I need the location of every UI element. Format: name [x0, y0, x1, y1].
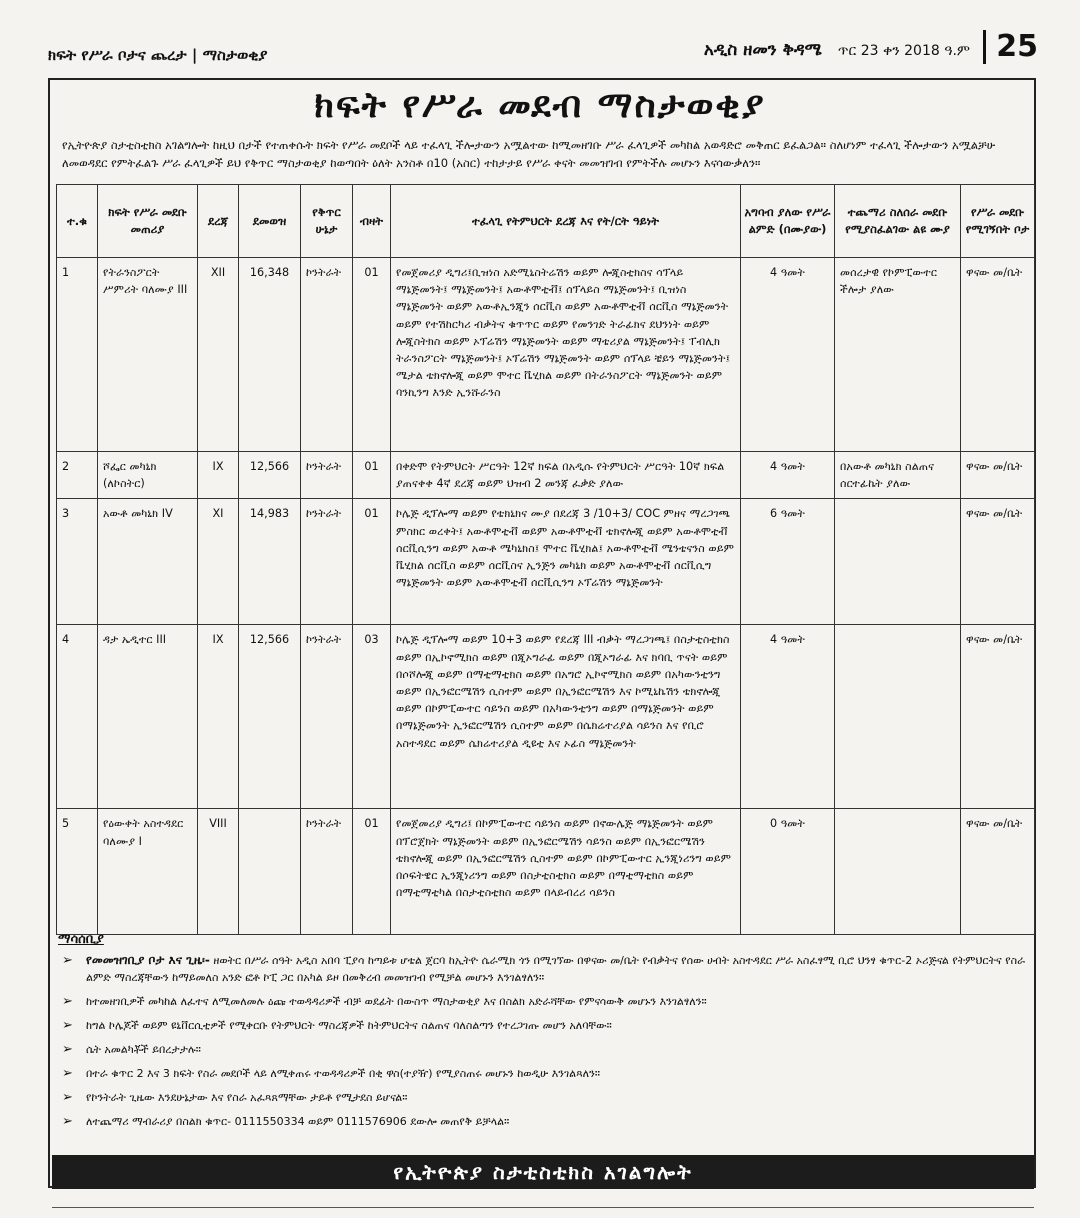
notes-title: ማሳሰቢያ — [58, 932, 104, 947]
header-employment: የቅጥር ሁኔታ — [301, 185, 353, 258]
row-education: ኮሌጅ ዲፕሎማ ወይም 10+3 ወይም የደረጃ III ብቃት ማረጋገጫ፤ በስታቲስቲክስ ወይም በኢኮኖሚክስ ወይም በጂኦግራፊ ወይም በጂኦግራፊ እና ክባቢ ጥናት ወይም በሶሾሎጂ ወይም በማቲማቲክስ ወይም በአግሮ ኢኮኖሚክስ ወይም በአካውንቲንግ ወይም በኢንፎርሜሽን ሲስተም ወይም በኢንፎርሜሽን እና ኮሚኒኬሽን ቴክኖሎጂ ወይም በኮምፒውተር ሳይንስ ወይም በአካውንቲንግ ወይም በማኔጅመንት ወይም በማኔጅመንት ኢንፎርሜሽን ሲስተም ወይም በሴክሬተሪያል ሳይንስ እና የቢሮ አስተዳደር ወይም ሴክሬተሪያል ዲዩቲ እና ኦፊስ ማኔጅመንት — [391, 625, 741, 809]
row-no: 5 — [57, 809, 98, 935]
row-quantity: 03 — [353, 625, 391, 809]
header-title: ክፍት የሥራ መደቡ መጠሪያ — [98, 185, 198, 258]
row-title: ዳታ ኤዲተር III — [98, 625, 198, 809]
note-text: ሴት አመልካቾች ይበረታታሉ። — [86, 1043, 201, 1056]
arrow-bullet-icon: ➢ — [62, 1042, 73, 1057]
note-text: ከተመዘገቢዎች መካከል ለፈተና ለሚመለመሉ ዕጩ ተወዳዳሪዎች ብቻ ወደፊት በውስጥ ማስታወቂያ እና በስልክ አድራሻቸው የምናሳውቅ መሆኑን እንገልፃለን። — [86, 995, 707, 1008]
list-item — [58, 993, 1028, 1010]
row-salary — [239, 809, 301, 935]
row-location: ዋናው መ/ቤት — [961, 258, 1035, 452]
row-special-skill: መሰረታዊ የኮምፒውተር ችሎታ ያለው — [835, 258, 961, 452]
list-item — [58, 952, 1028, 986]
list-item — [58, 1017, 1028, 1034]
row-grade: IX — [198, 625, 239, 809]
row-employment: ኮንትራት — [301, 258, 353, 452]
table-row — [57, 258, 1035, 452]
row-salary: 12,566 — [239, 625, 301, 809]
note-lead: የመመዝገቢያ ቦታ እና ጊዜ፡- — [86, 953, 210, 967]
row-grade: VIII — [198, 809, 239, 935]
row-experience: 4 ዓመት — [741, 258, 835, 452]
note-text: ለተጨማሪ ማብራሪያ በስልክ ቁጥር- 0111550334 ወይም 0111576906 ደውሎ መጠየቅ ይቻላል። — [86, 1115, 510, 1128]
row-special-skill — [835, 499, 961, 625]
arrow-bullet-icon: ➢ — [62, 1114, 73, 1129]
notes-list — [58, 952, 1028, 1137]
vacancy-table — [56, 184, 1035, 935]
list-item — [58, 1065, 1028, 1082]
page-bottom-edge — [52, 1207, 1034, 1218]
header-quantity: ብዛት — [353, 185, 391, 258]
list-item — [58, 1113, 1028, 1130]
table-row — [57, 809, 1035, 935]
row-quantity: 01 — [353, 809, 391, 935]
row-employment: ኮንትራት — [301, 499, 353, 625]
row-location: ዋናው መ/ቤት — [961, 452, 1035, 499]
header-education: ተፈላጊ የትምህርት ደረጃ እና የት/ርት ዓይነት — [391, 185, 741, 258]
organization-footer: የኢትዮጵያ ስታቲስቲክስ አገልግሎት — [52, 1155, 1034, 1189]
row-education: የመጀመሪያ ዲግሪ፤ቢዝነስ አድሚኒስትሬሽን ወይም ሎጂስቲክስና ሳፕላይ ማኔጅመንት፤ ማኔጅመንት፤ አውቶሞቲቭ፤ ሰፕላይስ ማኔጅመንት፤ ቢዝነስ ማኔጅመንት ወይም አውቶኢንጂን ሰርቪስ ወይም አውቶሞቲቭ ሰርቪስ ማኔጅመንት ወይም የተሽከርካሪ ብቃትና ቁጥጥር ወይም የመንገድ ትራፊክና ደህንነት ወይም ሎጂስትክስ ወይም ኦፕሬሽን ማኔጅመንት ወይም ማቴሪያል ማኔጅመንት፤ ፐብሊክ ትራንስፖርት ማኔጅመንት፤ ኦፕሬሽን ማኔጅመንት ወይም ሰፕላይ ቼይን ማኔጅመንት፤ ሜታል ቴክኖሎጂ ወይም ሞተር ቬሂክል ወይም በትራንስፖርት ማኔጅመንት ወይም ባንኪንግ እንድ ኢንሹራንስ — [391, 258, 741, 452]
row-location: ዋናው መ/ቤት — [961, 809, 1035, 935]
note-text: ዘወትር በሥራ ሰዓት አዲስ አበባ ፒያሳ ከጣይቱ ሆቴል ጀርባ ከኢትዮ ሴራሚክ ጎን በሚገኘው በዋናው መ/ቤት የብቃትና የሰው ሀብት አስተዳደር ሥራ አስፈፃሚ ቢሮ ህንፃ ቁጥር-2 ኦሪጅናል የትምህርትና የስራ ልምድ ማስረጃቸውን ከማይመለስ አንድ ፎቶ ኮፒ ጋር በአካል ይዞ በመቅረብ መመዝገብ የሚቻል መሆኑን እንገልፃለን። — [86, 954, 1025, 984]
table-header-row — [57, 185, 1035, 258]
row-grade: IX — [198, 452, 239, 499]
newspaper-masthead — [704, 40, 970, 60]
row-title: አውቶ መካኒክ IV — [98, 499, 198, 625]
note-text: የኮንትራት ጊዜው እንደሁኔታው እና የስራ አፈጻጸማቸው ታይቶ የሚታደስ ይሆናል። — [86, 1091, 408, 1104]
row-quantity: 01 — [353, 452, 391, 499]
note-text: በተራ ቁጥር 2 እና 3 ክፍት የስራ መደቦች ላይ ለሚቀጠሩ ተወዳዳሪዎች በቂ ዋስ(ተያዥ) የሚያስጠሩ መሆኑን ከወዲሁ እንገልጻለን። — [86, 1067, 601, 1080]
page-number: 25 — [983, 30, 1038, 64]
table-row — [57, 452, 1035, 499]
row-salary: 14,983 — [239, 499, 301, 625]
newspaper-name: አዲስ ዘመን ቅዳሜ — [703, 40, 822, 60]
row-no: 4 — [57, 625, 98, 809]
row-special-skill: በአውቶ መካኒክ ስልጠና ሰርተፊኬት ያለው — [835, 452, 961, 499]
row-employment: ኮንትራት — [301, 625, 353, 809]
row-location: ዋናው መ/ቤት — [961, 625, 1035, 809]
row-grade: XII — [198, 258, 239, 452]
row-employment: ኮንትራት — [301, 809, 353, 935]
header-salary: ደመወዝ — [239, 185, 301, 258]
row-title: ሾፌር መካኒክ (ለኮስትር) — [98, 452, 198, 499]
row-title: የትራንስፖርት ሥምሪት ባለሙያ III — [98, 258, 198, 452]
row-quantity: 01 — [353, 499, 391, 625]
row-special-skill — [835, 809, 961, 935]
row-grade: XI — [198, 499, 239, 625]
header-no: ተ.ቁ — [57, 185, 98, 258]
table-row — [57, 499, 1035, 625]
arrow-bullet-icon: ➢ — [62, 1090, 73, 1105]
row-education: ኮሌጅ ዲፕሎማ ወይም የቴክኒክና ሙያ በደረጃ 3 /10+3/ COC ምዘና ማረጋገጫ ምስክር ወረቀት፤ አውቶሞቲቭ ወይም አውቶሞቲቭ ቴክኖሎጂ ወይም አውቶሞቲቭ ሰርቪሲንግ ወይም አውቶ ሜካኒክስ፤ ሞተር ቬሂክል፤ አውቶሞቲቭ ሜንቴናንስ ወይም ቬሂክል ሰርቪስ ወይም ሰርቪስና ኢንጅን መካኒክ ወይም አውቶሞቲቭ ሰርቪሲግ ማኔጅመንት ወይም አውቶሞቲቭ ሰርቪሲንግ ኦፕሬሽን ማኔጅመንት — [391, 499, 741, 625]
row-employment: ኮንትራት — [301, 452, 353, 499]
issue-date: ጥር 23 ቀን 2018 ዓ.ም — [837, 43, 970, 59]
arrow-bullet-icon: ➢ — [62, 1018, 73, 1033]
row-education: የመጀመሪያ ዲግሪ፤ በኮምፒውተር ሳይንስ ወይም በኖውሌጅ ማኔጅመንት ወይም በፕሮጀክት ማኔጅመንት ወይም በኢንፎርሜሽን ሳይንስ ወይም በኢንፎርሜሽን ቴክኖሎጂ ወይም በኢንፎርሜሽን ሲስተም ወይም በኮምፒውተር ኢንጂነሪንግ ወይም በሶፍትዌር ኢንጂነሪንግ ወይም በስታቲስቲክስ ወይም በማቲማቲክስ ወይም በማቲማቲካል በስታቲስቲክስ ወይም በላይብረሪ ሳይንስ — [391, 809, 741, 935]
row-title: የዕውቀት አስተዳደር ባለሙያ I — [98, 809, 198, 935]
row-experience: 0 ዓመት — [741, 809, 835, 935]
row-no: 1 — [57, 258, 98, 452]
row-salary: 16,348 — [239, 258, 301, 452]
arrow-bullet-icon: ➢ — [62, 1066, 73, 1081]
row-special-skill — [835, 625, 961, 809]
row-experience: 4 ዓመት — [741, 625, 835, 809]
row-experience: 4 ዓመት — [741, 452, 835, 499]
arrow-bullet-icon: ➢ — [62, 953, 73, 968]
intro-paragraph: የኢትዮጵያ ስታቲስቲክስ አገልግሎት ከዚህ በታች የተጠቀሱት ክፍት የሥራ መደቦች ላይ ተፈላጊ ችሎታውን አሟልተው ከሚመዘገቡ ሥራ ፈላጊዎች መካከል አወዳድሮ መቅጠር ይፈልጋል። ስለሆነም ተፈላጊ ችሎታውን አሟልቻሁ ለመወዳደር የምትፈልጉ ሥራ ፈላጊዎች ይህ የቅጥር ማስታወቂያ ከወጣበት ዕለት አንስቶ በ10 (አስር) ተከታታይ የሥራ ቀናት መመዝገብ የምትችሉ መሆኑን እናሳውቃለን። — [62, 138, 996, 170]
section-label: ክፍት የሥራ ቦታና ጨረታ | ማስታወቂያ — [48, 46, 268, 64]
note-text: ከግል ኮሌጆች ወይም ዩኒቨርሲቲዎች የሚቀርቡ የትምህርት ማስረጃዎች ከትምህርትና ስልጠና ባለስልጣን የተረጋገጡ መሆን አለባቸው። — [86, 1019, 612, 1032]
header-experience: አግባብ ያለው የሥራ ልምድ (በሙያው) — [741, 185, 835, 258]
page-title: ክፍት የሥራ መደብ ማስታወቂያ — [314, 84, 766, 126]
table-row — [57, 625, 1035, 809]
row-no: 3 — [57, 499, 98, 625]
header-special-skill: ተጨማሪ ስለሰራ መደቡ የሚያስፈልገው ልዩ ሙያ — [835, 185, 961, 258]
list-item — [58, 1041, 1028, 1058]
row-salary: 12,566 — [239, 452, 301, 499]
row-experience: 6 ዓመት — [741, 499, 835, 625]
row-quantity: 01 — [353, 258, 391, 452]
arrow-bullet-icon: ➢ — [62, 994, 73, 1009]
header-location: የሥራ መደቡ የሚገኝበት ቦታ — [961, 185, 1035, 258]
list-item — [58, 1089, 1028, 1106]
header-grade: ደረጃ — [198, 185, 239, 258]
row-location: ዋናው መ/ቤት — [961, 499, 1035, 625]
row-education: በቀድሞ የትምህርት ሥርዓት 12ኛ ክፍል በአዲሱ የትምህርት ሥርዓት 10ኛ ክፍል ያጠናቀቀ 4ኛ ደረጃ ወይም ህዝብ 2 መንጃ ፈቃድ ያለው — [391, 452, 741, 499]
row-no: 2 — [57, 452, 98, 499]
